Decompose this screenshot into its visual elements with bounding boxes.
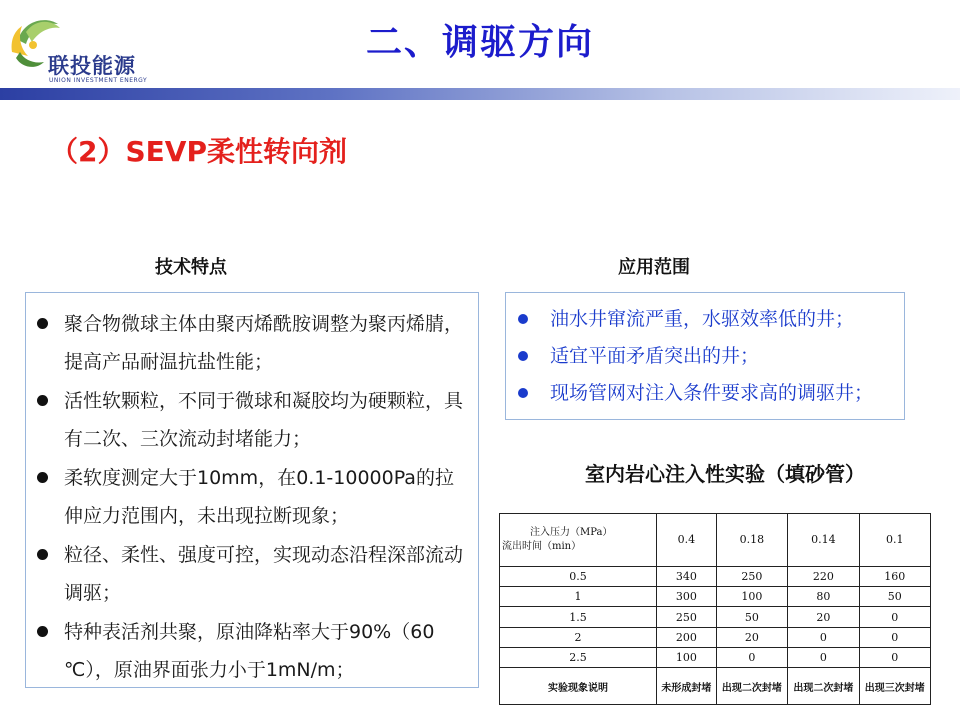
pressure-header: 0.14 [788,514,859,567]
list-item: 适宜平面矛盾突出的井； [506,338,904,375]
table-row: 2 200 20 0 0 [500,627,931,647]
tech-features-list [26,293,478,689]
bullet-icon [518,314,528,324]
experiment-table [499,513,931,705]
page-title: 二、调驱方向 [365,22,594,63]
tech-heading: 技术特点 [155,257,227,278]
brand-name: 联投能源 [48,54,136,78]
bullet-icon [518,351,528,361]
header-band [0,88,960,100]
table-header-row [500,514,931,567]
tech-features-box [25,292,479,688]
bullet-icon [37,626,48,637]
bullet-icon [37,395,48,406]
application-heading: 应用范围 [618,257,690,278]
list-item: 活性软颗粒，不同于微球和凝胶均为硬颗粒，具有二次、三次流动封堵能力； [26,382,478,458]
list-item: 现场管网对注入条件要求高的调驱井； [506,375,904,412]
bullet-icon [37,318,48,329]
table-corner-cell: 注入压力（MPa） 流出时间（min） [500,514,657,567]
list-item: 粒径、柔性、强度可控，实现动态沿程深部流动调驱； [26,536,478,612]
pressure-header: 0.1 [859,514,930,567]
bullet-icon [37,472,48,483]
pressure-header: 0.18 [716,514,787,567]
brand-tagline: UNION INVESTMENT ENERGY [49,77,148,84]
table-row: 0.5 340 250 220 160 [500,566,931,586]
table-row: 2.5 100 0 0 0 [500,648,931,668]
section-subtitle: （2）SEVP柔性转向剂 [50,135,347,168]
bullet-icon [37,549,48,560]
table-footer-row: 实验现象说明 未形成封堵 出现二次封堵 出现二次封堵 出现三次封堵 [500,668,931,705]
experiment-title: 室内岩心注入性实验（填砂管） [585,462,865,486]
application-box [505,292,905,420]
list-item: 特种表活剂共聚，原油降粘率大于90%（60 ℃），原油界面张力小于1mN/m； [26,613,478,689]
pressure-header: 0.4 [657,514,717,567]
list-item: 柔软度测定大于10mm，在0.1-10000Pa的拉伸应力范围内，未出现拉断现象； [26,459,478,535]
table-row: 1 300 100 80 50 [500,586,931,606]
table-row: 1.5 250 50 20 0 [500,607,931,627]
bullet-icon [518,388,528,398]
application-list [506,293,904,412]
list-item: 聚合物微球主体由聚丙烯酰胺调整为聚丙烯腈，提高产品耐温抗盐性能； [26,305,478,381]
list-item: 油水井窜流严重，水驱效率低的井； [506,301,904,338]
